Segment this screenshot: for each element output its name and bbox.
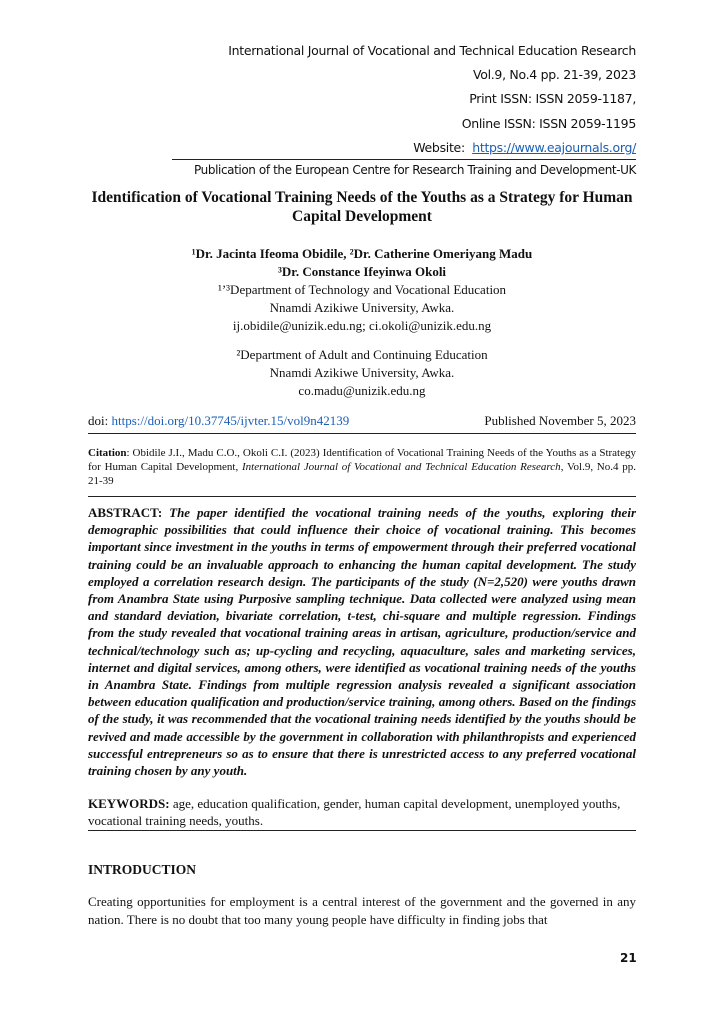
citation [88, 446, 636, 488]
keywords-rule [88, 830, 636, 831]
volume-info: Vol.9, No.4 pp. 21-39, 2023 [472, 67, 636, 82]
section-heading: INTRODUCTION [88, 862, 197, 877]
doi-line [88, 413, 636, 429]
website-link[interactable]: https://www.eajournals.org/ [472, 140, 636, 155]
header-rule [172, 159, 636, 160]
abstract-text: The paper identified the vocational training needs of the youths, exploring their demographic possibilities that could influence their choice of vocational training. This becomes important since investment in the youths in terms of empowerment through their preferred vocational training could be an invaluable approach to enhancing the human capital development. The study employed a correlation research design. The participants of the study (N=2,520) were youths drawn from Anambra State using Purposive sampling technique. Data collected were analyzed using mean and standard deviation, bivariate correlation, t-test, chi-square and multiple regression. Findings from the study revealed that vocational training areas in artisan, agriculture, production/service and technical/technology such as; up-cycling and recycling, aquaculture, sales and marketing services, internet and digital services, among others, were identified as vocational training needs of the youths in Anambra State. Findings from multiple regression analysis revealed a significant association between education qualification and production/service training, among others. Based on the findings of the study, it was recommended that the vocational training needs identified by the youths should be revived and made accessible by the government in collaboration with philanthropists and experienced successful entrepreneurs so as to ensure that there is unrestricted access to any preferred vocational training chosen by any youth. [88, 505, 636, 779]
citation-text-a: : Obidile J.I., Madu C.O., Okoli C.I. (2023) Identification of Vocational Training Needs of the Youths as a Strategy for Human Capital Development, [88, 447, 636, 473]
journal-name: International Journal of Vocational and Technical Education Research [228, 43, 636, 58]
published-date: Published November 5, 2023 [484, 413, 636, 428]
citation-text-b: , Vol.9, No.4 pp. 21-39 [88, 461, 637, 487]
doi-label: doi: [88, 413, 112, 428]
citation-journal: International Journal of Vocational and Technical Education Research [241, 461, 561, 473]
website-label: Website: [413, 140, 465, 155]
citation-rule [88, 496, 636, 497]
affiliation-2-univ: Nnamdi Azikiwe University, Awka. [269, 365, 455, 380]
keywords-label: KEYWORDS: [88, 796, 170, 811]
affiliation-2-email: co.madu@unizik.edu.ng [298, 383, 426, 398]
intro-paragraph: Creating opportunities for employment is a central interest of the government and the governed in any nation. There is no doubt that too many young people have difficulty in finding jobs that [88, 894, 636, 927]
abstract-label: ABSTRACT: [88, 505, 163, 520]
affiliation-1-dept: ¹ʼ³Department of Technology and Vocational Education [217, 282, 507, 297]
website-line [413, 140, 636, 155]
citation-label: Citation [88, 447, 127, 459]
abstract [88, 504, 636, 779]
authors-line-2: ³Dr. Constance Ifeyinwa Okoli [277, 264, 447, 279]
doi-rule [88, 433, 636, 434]
page-number: 21 [620, 951, 637, 965]
doi-link[interactable]: https://doi.org/10.37745/ijvter.15/vol9n42139 [111, 413, 350, 428]
online-issn: Online ISSN: ISSN 2059-1195 [461, 116, 636, 131]
authors-line-1: ¹Dr. Jacinta Ifeoma Obidile, ²Dr. Catherine Omeriyang Madu [191, 246, 533, 261]
keywords [88, 795, 636, 829]
paper-title: Identification of Vocational Training Needs of the Youths as a Strategy for Human Capital Development [91, 189, 633, 225]
affiliation-1-univ: Nnamdi Azikiwe University, Awka. [269, 300, 455, 315]
publisher-line: Publication of the European Centre for Research Training and Development-UK [194, 163, 636, 177]
affiliation-2-dept: ²Department of Adult and Continuing Education [236, 347, 488, 362]
keywords-text: age, education qualification, gender, human capital development, unemployed youths, vocational training needs, youths. [88, 796, 621, 829]
affiliation-1-email: ij.obidile@unizik.edu.ng; ci.okoli@unizik.edu.ng [232, 318, 492, 333]
print-issn: Print ISSN: ISSN 2059-1187, [469, 91, 636, 106]
